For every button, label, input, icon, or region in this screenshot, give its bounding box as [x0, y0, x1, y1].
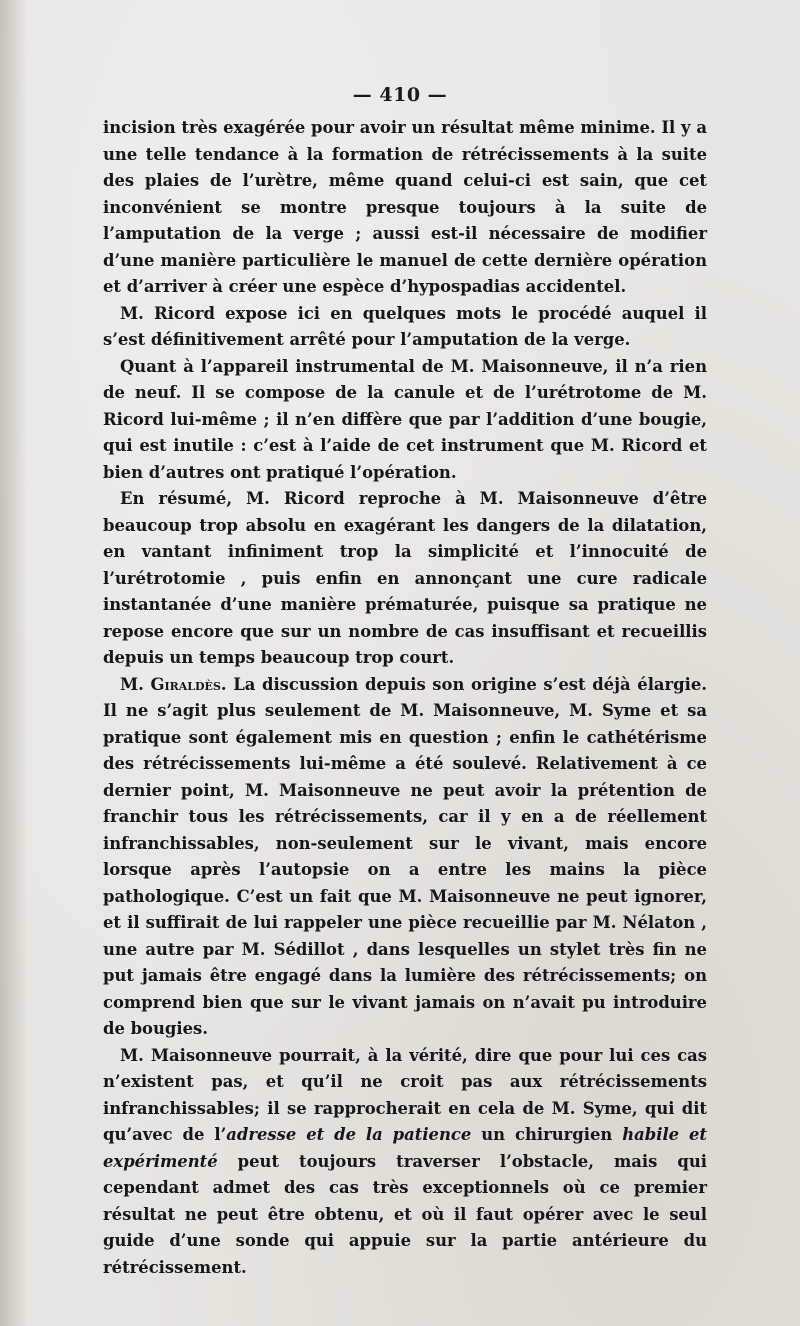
paragraph-3: Quant à l’appareil instrumental de M. Maisonneuve, il n’a rien de neuf. Il se compose de la canule et de l’urétrotome de M. Ricord lui-même ; il n’en diffère que par l’addition d’une bougie, qui est inutile : c’est à l’aide de cet instrument que M. Ricord et bien d’autres ont pratiqué l’opération. [103, 356, 707, 482]
page-number: — 410 — [352, 84, 448, 106]
paragraph-2: M. Ricord expose ici en quelques mots le procédé auquel il s’est définitivement arrêté pour l’amputation de la verge. [103, 303, 707, 349]
paragraph-5-text: La discussion depuis son origine s’est déjà élargie. Il ne s’agit plus seulement de M. Maisonneuve, M. Syme et sa pratique sont également mis en question ; enfin le cathétérisme des rétrécissements lui-même a été soulevé. Relativement à ce dernier point, M. Maisonneuve ne peut avoir la prétention de franchir tous les rétrécissements, car il y en a de réellement infranchissables, non-seulement sur le vivant, mais encore lorsque après l’autopsie on a entre les mains la pièce pathologique. C’est un fait que M. Maisonneuve ne peut ignorer, et il suffirait de lui rappeler une pièce recueillie par M. Nélaton , une autre par M. Sédillot , dans lesquelles un stylet très fin ne put jamais être engagé dans la lumière des rétrécissements; on comprend bien que sur le vivant jamais on n’avait pu introduire de bougies. [103, 674, 707, 1038]
speaker-name: M. Giraldès. [120, 674, 227, 694]
paragraph-4: En résumé, M. Ricord reproche à M. Maisonneuve d’être beaucoup trop absolu en exagérant les dangers de la dilatation, en vantant infiniment trop la simplicité et l’innocuité de l’urétrotomie , puis enfin en annonçant une cure radicale instantanée d’une manière prématurée, puisque sa pratique ne repose encore que sur un nombre de cas insuffisant et recueillis depuis un temps beaucoup trop court. [103, 489, 707, 667]
body-text [103, 115, 707, 1281]
paragraph-5 [103, 672, 707, 1043]
paragraph-6 [103, 1043, 707, 1282]
paragraph-1: incision très exagérée pour avoir un résultat même minime. Il y a une telle tendance à la formation de rétrécissements à la suite des plaies de l’urètre, même quand celui-ci est sain, que cet inconvénient se montre presque toujours à la suite de l’amputation de la verge ; aussi est-il nécessaire de modifier d’une manière particulière le manuel de cette dernière opération et d’arriver à créer une espèce d’hypospadias accidentel. [103, 118, 707, 296]
binding-shadow [0, 0, 28, 1326]
italic-phrase-1: adresse et de la patience [226, 1125, 472, 1144]
paragraph-6-text-after: peut toujours traverser l’obstacle, mais qui cependant admet des cas très exceptionnels où ce premier résultat ne peut être obtenu, et où il faut opérer avec le seul guide d’une sonde qui appuie sur la partie antérieure du rétrécissement. [103, 1151, 707, 1277]
paragraph-6-text-before: M. Maisonneuve pourrait, à la vérité, dire que pour lui ces cas n’existent pas, et qu’il ne croit pas aux rétrécissements infranchissables; il se rapprocherait en cela de M. Syme, qui dit qu’avec de l’ [103, 1045, 707, 1144]
italic-phrase-2: habile et expérimenté [103, 1125, 708, 1171]
paragraph-6-text-middle: un chirurgien [471, 1125, 623, 1144]
